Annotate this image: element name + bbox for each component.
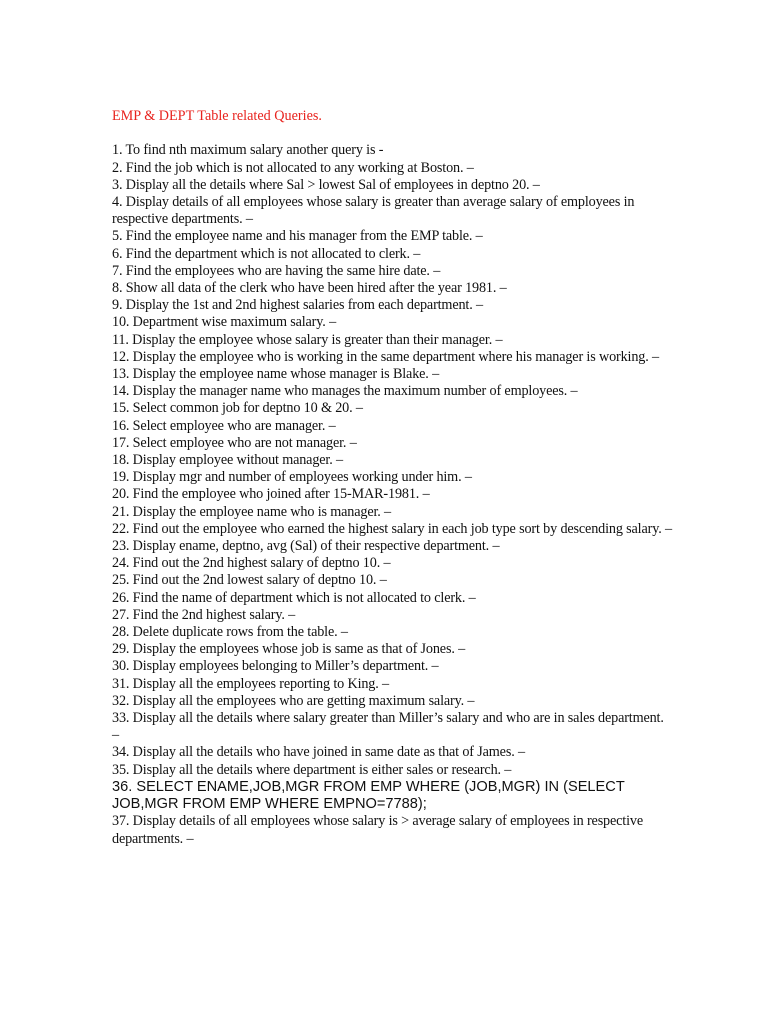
query-item: 19. Display mgr and number of employees working under him. – (112, 469, 472, 486)
query-item: 25. Find out the 2nd lowest salary of deptno 10. – (112, 572, 387, 589)
query-item: 4. Display details of all employees whose salary is greater than average salary of employees in respective departments. – (112, 193, 635, 228)
query-item: 22. Find out the employee who earned the highest salary in each job type sort by descending salary. – (112, 520, 672, 537)
query-item-sql: 36. SELECT ENAME,JOB,MGR FROM EMP WHERE (JOB,MGR) IN (SELECT JOB,MGR FROM EMP WHERE EMPNO=7788); (112, 778, 625, 813)
query-item: 12. Display the employee who is working in the same department where his manager is working. – (112, 348, 659, 365)
query-item: 17. Select employee who are not manager. – (112, 434, 357, 451)
query-item: 15. Select common job for deptno 10 & 20. – (112, 400, 363, 417)
query-item: 35. Display all the details where department is either sales or research. – (112, 761, 512, 778)
query-item: 37. Display details of all employees whose salary is > average salary of employees in respective departments. – (112, 813, 643, 847)
query-item: 28. Delete duplicate rows from the table. – (112, 624, 348, 641)
query-list (112, 142, 672, 847)
query-item: 2. Find the job which is not allocated to any working at Boston. – (112, 159, 474, 176)
document-page (112, 108, 672, 848)
query-item: 1. To find nth maximum salary another query is - (112, 142, 384, 159)
query-item: 3. Display all the details where Sal > lowest Sal of employees in deptno 20. – (112, 176, 540, 193)
query-item: 21. Display the employee name who is manager. – (112, 503, 391, 520)
query-item: 11. Display the employee whose salary is greater than their manager. – (112, 331, 503, 348)
query-item: 8. Show all data of the clerk who have been hired after the year 1981. – (112, 280, 507, 296)
query-item: 13. Display the employee name whose manager is Blake. – (112, 366, 440, 383)
query-item: 5. Find the employee name and his manager from the EMP table. – (112, 228, 483, 245)
query-item: 29. Display the employees whose job is same as that of Jones. – (112, 641, 466, 658)
query-item: 20. Find the employee who joined after 15-MAR-1981. – (112, 486, 430, 503)
query-item: 32. Display all the employees who are getting maximum salary. – (112, 692, 475, 709)
query-item: 10. Department wise maximum salary. – (112, 314, 337, 331)
query-item: 31. Display all the employees reporting to King. – (112, 675, 389, 692)
query-item: 16. Select employee who are manager. – (112, 417, 336, 434)
document-title: EMP & DEPT Table related Queries. (112, 108, 322, 124)
query-item: 6. Find the department which is not allocated to clerk. – (112, 245, 421, 262)
query-item: 23. Display ename, deptno, avg (Sal) of their respective department. – (112, 538, 500, 555)
query-item: 9. Display the 1st and 2nd highest salaries from each department. – (112, 297, 483, 314)
query-item: 18. Display employee without manager. – (112, 452, 343, 469)
query-item: 14. Display the manager name who manages the maximum number of employees. – (112, 383, 578, 400)
query-item: 26. Find the name of department which is not allocated to clerk. – (112, 589, 476, 606)
query-item: 24. Find out the 2nd highest salary of deptno 10. – (112, 555, 391, 572)
query-item: 30. Display employees belonging to Miller’s department. – (112, 658, 439, 675)
query-item: 33. Display all the details where salary greater than Miller’s salary and who are in sales department. – (112, 710, 664, 744)
query-item: 7. Find the employees who are having the same hire date. – (112, 262, 441, 279)
query-item: 34. Display all the details who have joined in same date as that of James. – (112, 744, 525, 761)
query-item: 27. Find the 2nd highest salary. – (112, 606, 296, 623)
